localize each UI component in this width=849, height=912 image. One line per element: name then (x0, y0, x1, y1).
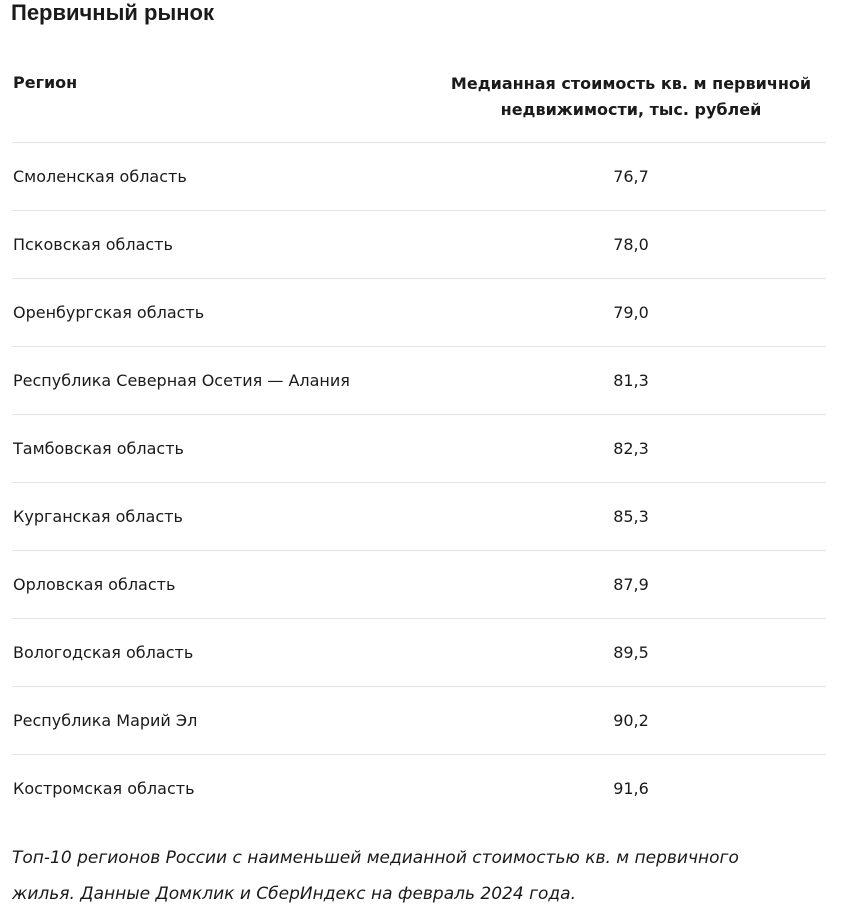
column-header-value: Медианная стоимость кв. м первичной недвижимости, тыс. рублей (450, 74, 812, 119)
table-row (12, 619, 826, 687)
table-row (12, 551, 826, 619)
table-row (12, 143, 826, 211)
value-cell: 81,3 (613, 371, 649, 390)
value-cell: 79,0 (613, 303, 649, 322)
price-table (12, 60, 826, 822)
table-row (12, 279, 826, 347)
value-cell: 78,0 (613, 235, 649, 254)
table-row (12, 415, 826, 483)
region-cell: Смоленская область (13, 167, 187, 186)
region-cell: Тамбовская область (13, 439, 184, 458)
column-header-region: Регион (13, 73, 78, 92)
region-cell: Оренбургская область (13, 303, 205, 322)
value-cell: 89,5 (613, 643, 649, 662)
region-cell: Вологодская область (13, 643, 194, 662)
value-cell: 82,3 (613, 439, 649, 458)
table-caption: Топ-10 регионов России с наименьшей медианной стоимостью кв. м первичного жилья. Данные Домклик и СберИндекс на февраль 2024 года. (12, 848, 739, 904)
region-cell: Курганская область (13, 507, 183, 526)
table-row (12, 483, 826, 551)
region-cell: Псковская область (13, 235, 173, 254)
value-cell: 91,6 (613, 779, 649, 798)
region-cell: Республика Северная Осетия — Алания (13, 371, 350, 390)
value-cell: 76,7 (613, 167, 649, 186)
region-cell: Республика Марий Эл (13, 711, 198, 730)
region-cell: Костромская область (13, 779, 195, 798)
table-row (12, 755, 826, 822)
table-row (12, 211, 826, 279)
value-cell: 90,2 (613, 711, 649, 730)
page-title: Первичный рынок (11, 0, 214, 25)
value-cell: 85,3 (613, 507, 649, 526)
table-header (12, 60, 826, 143)
table-row (12, 687, 826, 755)
region-cell: Орловская область (13, 575, 176, 594)
value-cell: 87,9 (613, 575, 649, 594)
table-row (12, 347, 826, 415)
